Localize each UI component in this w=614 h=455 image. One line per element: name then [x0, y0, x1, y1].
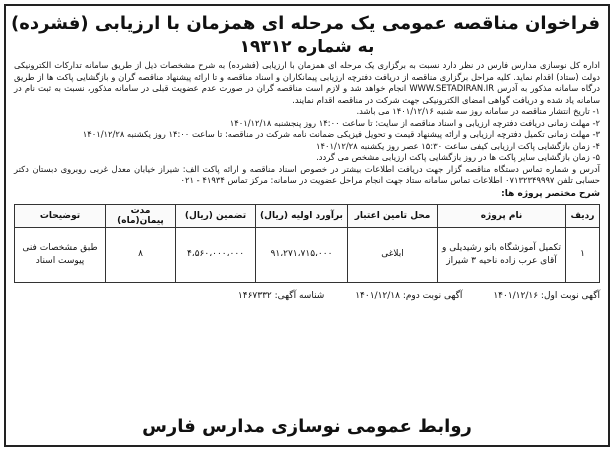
tender-notice — [4, 4, 610, 447]
projects-section-title: شرح مختصر پروژه ها: — [501, 188, 600, 199]
notice-number: به شماره ۱۹۳۱۲ — [239, 37, 375, 57]
contact-address: آدرس و شماره تماس دستگاه مناقصه گزار جهت دریافت اطلاعات بیشتر در خصوص اسناد مناقصه و ارائه پاکت الف: شیراز خیابان معدل غربی روبروی دبستان دکتر حسابی تلفن ۰۷۱۳۲۳۴۹۹۹۷ اطلاعات تماس سامانه ستاد جهت انجام مراحل عضویت در سامانه: مرکز تماس ۴۱۹۳۴ - ۰۲۱ — [14, 163, 600, 185]
first-publication-date: آگهی نوبت اول: ۱۴۰۱/۱۲/۱۶ — [493, 290, 600, 301]
public-relations-signature: روابط عمومی نوسازی مدارس فارس — [142, 416, 472, 437]
col-header-funding-source: محل تامین اعتبار — [348, 204, 438, 227]
cell-row-number: ۱ — [566, 227, 600, 282]
cell-funding-source: ابلاغی — [348, 227, 438, 282]
cell-notes: طبق مشخصات فنی پیوست اسناد — [15, 227, 106, 282]
col-header-notes: توضیحات — [15, 204, 106, 227]
schedule-item: ۲- مهلت زمانی دریافت دفترچه ارزیابی و اسناد مناقصه از سایت: تا ساعت ۱۴:۰۰ روز پنجشنبه ۱۴۰۱/۱۲/۱۸ — [229, 117, 600, 128]
table-header-row — [15, 204, 600, 227]
schedule-list — [14, 106, 600, 164]
cell-duration: ۸ — [106, 227, 176, 282]
publication-dates — [14, 288, 600, 304]
projects-table — [14, 204, 600, 283]
schedule-item: ۵- زمان بازگشایی سایر پاکت ها در روز بازگشایی پاکت ارزیابی مشخص می گردد. — [316, 152, 600, 162]
cell-guarantee: ۴،۵۶۰،۰۰۰،۰۰۰ — [176, 227, 256, 282]
schedule-item: ۴- زمان بازگشایی پاکت ارزیابی کیفی ساعت ۱۵:۳۰ عصر روز یکشنبه ۱۴۰۱/۱۲/۲۸ — [316, 140, 600, 151]
col-header-estimate: برآورد اولیه (ریال) — [256, 204, 348, 227]
col-header-row-number: ردیف — [566, 204, 600, 227]
schedule-item: ۳- مهلت زمانی تکمیل دفترچه ارزیابی و ارائه پیشنهاد قیمت و تحویل فیزیکی ضمانت نامه شرکت در مناقصه: تا ساعت ۱۴:۰۰ روز یکشنبه ۱۴۰۱/۱۲/۲۸ — [82, 129, 600, 139]
table-row — [15, 227, 600, 282]
second-publication-date: آگهی نوبت دوم: ۱۴۰۱/۱۲/۱۸ — [355, 290, 463, 301]
schedule-item: ۱- تاریخ انتشار مناقصه در سامانه روز سه شنبه ۱۴۰۱/۱۲/۱۶ می باشد. — [356, 106, 600, 116]
cell-project-name: تکمیل آموزشگاه بانو رشیدیلی و آقای عرب زاده ناحیه ۳ شیراز — [438, 227, 566, 282]
col-header-project-name: نام پروژه — [438, 204, 566, 227]
intro-paragraph: اداره کل نوسازی مدارس فارس در نظر دارد نسبت به برگزاری یک مرحله ای همزمان با ارزیابی (فشرده) به شرح مشخصات ذیل از طریق سامانه تدارکات الکترونیکی دولت (ستاد) اقدام نماید. کلیه مراحل برگزاری مناقصه از دریافت دفترچه ارزیابی پیمانکاران و اسناد مناقصه و تا ارائه پیشنهاد مناقصه گران و بازگشایی پاکت ها از طریق درگاه سامانه مذکور به آدرس WWW.SETADIRAN.IR انجام خواهد شد و لازم است مناقصه گران در صورت عدم عضویت قبلی در سامانه مذکور، نسبت به ثبت نام در سامانه یاد شده و دریافت گواهی امضای الکترونیکی جهت شرکت در مناقصه اقدام نمایند. — [14, 60, 601, 105]
col-header-guarantee: تضمین (ریال) — [176, 204, 256, 227]
notice-title: فراخوان مناقصه عمومی یک مرحله ای همزمان با ارزیابی (فشرده) — [11, 13, 600, 34]
col-header-duration: مدت پیمان(ماه) — [106, 204, 176, 227]
ad-id: شناسه آگهی: ۱۴۶۷۳۳۲ — [237, 290, 325, 301]
cell-estimate: ۹۱،۲۷۱،۷۱۵،۰۰۰ — [256, 227, 348, 282]
